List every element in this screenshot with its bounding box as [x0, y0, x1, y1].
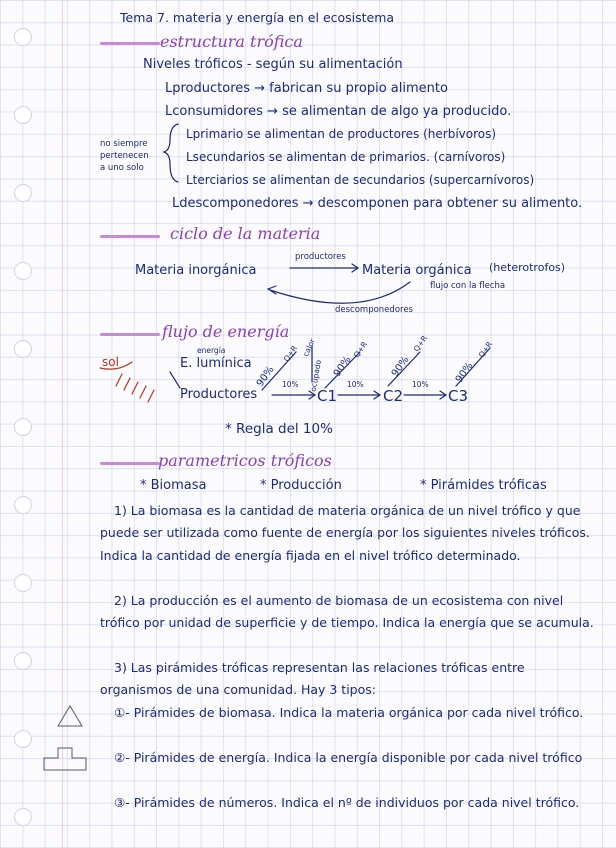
pct-10-b: 10%	[347, 380, 364, 389]
ocupado-label: ocupado	[308, 359, 324, 393]
bullet-biomasa: * Biomasa	[140, 478, 207, 493]
pct-10-a: 10%	[282, 380, 299, 389]
c3-label: C3	[448, 387, 469, 405]
side-note-1: no siempre	[100, 139, 148, 149]
consumidores-brace	[164, 124, 178, 182]
sol-label: sol	[102, 355, 119, 369]
heading-flujo: flujo de energía	[162, 322, 290, 341]
descomponedores-line: Ldescomponedores → descomponen para obtener su alimento.	[172, 196, 583, 211]
pct-90-c: 90%	[389, 354, 412, 379]
productores-line: Lproductores → fabrican su propio alimento	[165, 81, 448, 96]
page-title: Tema 7. materia y energía en el ecosistema	[120, 10, 395, 25]
pct-90-d: 90%	[453, 360, 476, 385]
blocks-icon	[44, 748, 86, 770]
loss-arrow	[453, 348, 490, 386]
paragraph-produccion: 2) La producción es el aumento de biomasa de un ecosistema con nivel trófico por unidad de superficie y de tiempo. Indica la energía que se acumula.	[100, 593, 594, 631]
consumidores-line: Lconsumidores → se alimentan de algo ya producido.	[165, 104, 512, 119]
energia-small: energía	[197, 346, 226, 355]
bullet-piramides: * Pirámides tróficas	[420, 478, 547, 493]
loss-arrow	[262, 352, 296, 390]
primario-line: Lprimario se alimentan de productores (herbívoros)	[186, 127, 497, 141]
qr-a: Q+R	[281, 343, 300, 364]
terciario-line: Lterciarios se alimentan de secundarios (supercarnívoros)	[186, 173, 535, 187]
pct-90-b: 90%	[331, 354, 354, 379]
calor-label: calor	[301, 337, 317, 358]
secundario-line: Lsecundarios se alimentan de primarios. (carnívoros)	[186, 150, 506, 164]
qr-c: Q+R	[411, 333, 430, 354]
qr-d: Q+R	[476, 339, 495, 360]
c1-label: C1	[317, 387, 338, 405]
heterotrofos-label: (heterotrofos)	[489, 261, 566, 274]
productores-flow: Productores	[180, 387, 258, 402]
flujo-note: flujo con la flecha	[430, 281, 506, 291]
materia-inorganica: Materia inorgánica	[135, 263, 257, 278]
paragraph-piramides: 3) Las pirámides tróficas representan las relaciones tróficas entre organismos de una comunidad. Hay 3 tipos:	[100, 660, 525, 698]
pct-90-a: 90%	[254, 364, 277, 389]
bullet-produccion: * Producción	[260, 478, 342, 493]
qr-b: Q+R	[351, 339, 370, 360]
side-note-3: a uno solo	[100, 163, 144, 173]
heading-estructura: estructura trófica	[160, 32, 303, 51]
energia-luminica: E. lumínica	[180, 356, 252, 371]
tipo-biomasa: ①- Pirámides de biomasa. Indica la materia orgánica por cada nivel trófico.	[114, 705, 584, 720]
triangle-icon	[58, 706, 82, 726]
pct-10-c: 10%	[412, 380, 429, 389]
regla-10: * Regla del 10%	[225, 421, 333, 437]
arrow-productores-label: productores	[295, 252, 346, 262]
c2-label: C2	[383, 387, 404, 405]
tipo-numeros: ③- Pirámides de números. Indica el nº de individuos por cada nivel trófico.	[114, 795, 580, 810]
sun-icon	[100, 362, 154, 402]
descomponedores-label: descomponedores	[335, 305, 413, 315]
loss-arrow	[388, 352, 420, 386]
heading-ciclo: ciclo de la materia	[170, 224, 321, 243]
ciclo-return-arc	[270, 282, 410, 303]
tipo-energia: ②- Pirámides de energía. Indica la energía disponible por cada nivel trófico	[114, 750, 583, 765]
side-note-2: pertenecen	[100, 151, 149, 161]
heading-parametros: parametricos tróficos	[158, 451, 332, 470]
niveles-line: Niveles tróficos - según su alimentación	[143, 57, 403, 72]
materia-organica: Materia orgánica	[362, 263, 472, 278]
loss-arrow	[325, 352, 360, 388]
margin-sketches	[44, 706, 86, 770]
paragraph-biomasa: 1) La biomasa es la cantidad de materia orgánica de un nivel trófico y que puede ser utilizada como fuente de energía por los siguientes niveles tróficos. Indica la cantidad de energía fijada en el nivel trófico determinado.	[100, 503, 590, 563]
